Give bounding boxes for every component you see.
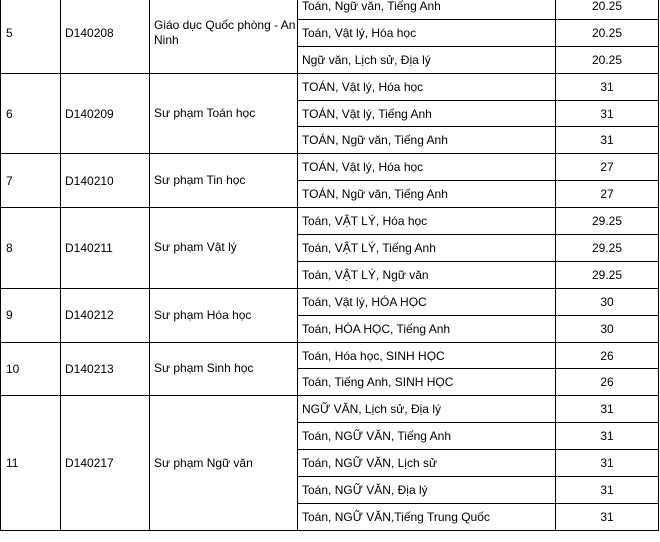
subject-combination-cell: Toán, HÓA HỌC, Tiếng Anh <box>298 315 556 342</box>
major-code-cell: D140213 <box>61 342 150 396</box>
cutoff-score-cell: 31 <box>556 100 659 127</box>
table-body <box>1 0 659 530</box>
subject-combination-cell: Toán, NGỮ VĂN,Tiếng Trung Quốc <box>298 503 556 530</box>
row-number-cell: 6 <box>1 73 61 154</box>
subject-combination-cell: Toán, VẬT LÝ, Tiếng Anh <box>298 235 556 262</box>
subject-combination-cell: Toán, Hóa học, SINH HỌC <box>298 342 556 369</box>
subject-combination-cell: Toán, VẬT LÝ, Hóa học <box>298 208 556 235</box>
table-row <box>1 73 659 100</box>
major-code-cell: D140212 <box>61 288 150 342</box>
subject-combination-cell: Toán, Ngữ văn, Tiếng Anh <box>298 0 556 19</box>
subject-combination-cell: TOÁN, Vật lý, Hóa học <box>298 73 556 100</box>
table-row <box>1 396 659 423</box>
cutoff-score-cell: 26 <box>556 369 659 396</box>
cutoff-score-cell: 27 <box>556 154 659 181</box>
table-row <box>1 288 659 315</box>
major-code-cell: D140208 <box>61 0 150 73</box>
subject-combination-cell: NGỮ VĂN, Lịch sử, Địa lý <box>298 396 556 423</box>
major-name-cell: Sư phạm Hóa học <box>150 288 298 342</box>
cutoff-score-cell: 20.25 <box>556 46 659 73</box>
subject-combination-cell: TOÁN, Ngữ văn, Tiếng Anh <box>298 181 556 208</box>
row-number-cell: 11 <box>1 396 61 530</box>
table-row <box>1 342 659 369</box>
table-row <box>1 0 659 19</box>
subject-combination-cell: Toán, Tiếng Anh, SINH HỌC <box>298 369 556 396</box>
row-number-cell: 7 <box>1 154 61 208</box>
major-code-cell: D140210 <box>61 154 150 208</box>
subject-combination-cell: Toán, NGỮ VĂN, Tiếng Anh <box>298 423 556 450</box>
cutoff-score-cell: 31 <box>556 423 659 450</box>
row-number-cell: 8 <box>1 208 61 289</box>
cutoff-score-cell: 31 <box>556 127 659 154</box>
subject-combination-cell: Toán, NGỮ VĂN, Địa lý <box>298 477 556 504</box>
cutoff-score-cell: 31 <box>556 73 659 100</box>
cutoff-score-cell: 20.25 <box>556 19 659 46</box>
major-name-cell: Sư phạm Sinh học <box>150 342 298 396</box>
cutoff-score-cell: 29.25 <box>556 208 659 235</box>
major-name-cell: Sư phạm Vật lý <box>150 208 298 289</box>
cutoff-score-cell: 27 <box>556 181 659 208</box>
cutoff-score-cell: 30 <box>556 315 659 342</box>
subject-combination-cell: Toán, VẬT LÝ, Ngữ văn <box>298 261 556 288</box>
subject-combination-cell: Toán, Vật lý, Hóa học <box>298 19 556 46</box>
major-code-cell: D140209 <box>61 73 150 154</box>
row-number-cell: 5 <box>1 0 61 73</box>
cutoff-score-cell: 31 <box>556 503 659 530</box>
cutoff-score-cell: 26 <box>556 342 659 369</box>
row-number-cell: 9 <box>1 288 61 342</box>
major-name-cell: Sư phạm Tin học <box>150 154 298 208</box>
subject-combination-cell: Ngữ văn, Lịch sử, Địa lý <box>298 46 556 73</box>
subject-combination-cell: Toán, Vật lý, HÓA HỌC <box>298 288 556 315</box>
major-code-cell: D140217 <box>61 396 150 530</box>
subject-combination-cell: TOÁN, Vật lý, Tiếng Anh <box>298 100 556 127</box>
major-name-cell: Sư phạm Ngữ văn <box>150 396 298 530</box>
subject-combination-cell: TOÁN, Vật lý, Hóa học <box>298 154 556 181</box>
cutoff-score-cell: 31 <box>556 450 659 477</box>
subject-combination-cell: Toán, NGỮ VĂN, Lịch sử <box>298 450 556 477</box>
cutoff-score-cell: 31 <box>556 396 659 423</box>
major-name-cell: Giáo dục Quốc phòng - An Ninh <box>150 0 298 73</box>
table-row <box>1 208 659 235</box>
row-number-cell: 10 <box>1 342 61 396</box>
subject-combination-cell: TOÁN, Ngữ văn, Tiếng Anh <box>298 127 556 154</box>
cutoff-score-cell: 29.25 <box>556 261 659 288</box>
major-name-cell: Sư phạm Toán học <box>150 73 298 154</box>
cutoff-score-cell: 30 <box>556 288 659 315</box>
cutoff-score-cell: 20.25 <box>556 0 659 19</box>
cutoff-score-cell: 29.25 <box>556 235 659 262</box>
table-row <box>1 154 659 181</box>
major-code-cell: D140211 <box>61 208 150 289</box>
cutoff-score-cell: 31 <box>556 477 659 504</box>
